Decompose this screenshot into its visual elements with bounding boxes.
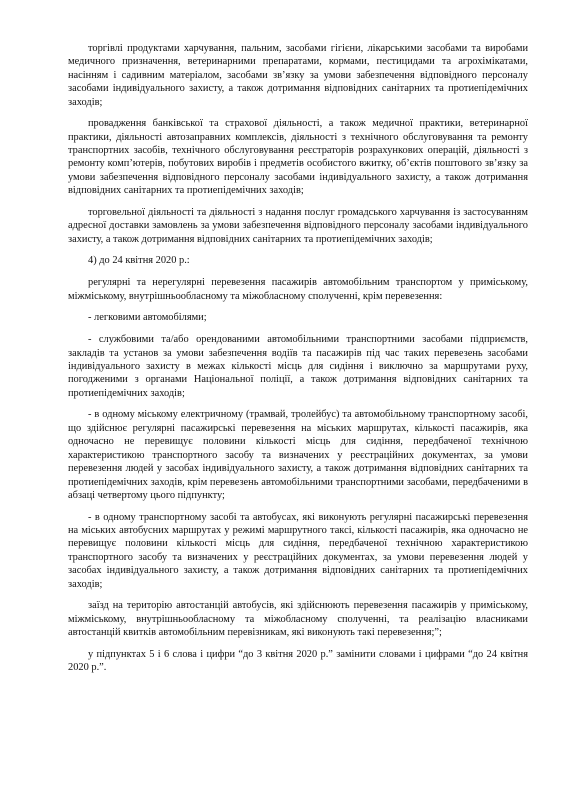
- paragraph-trade-food: торгівлі продуктами харчування, пальним, засобами гігієни, лікарськими засобами та виробами медичного призначення, ветеринарними препаратами, кормами, пестицидами та агрохімікатами, насінням і садивним матеріалом, засобами зв’язку за умови забезпечення відповідного персоналу засобами індивідуального захисту, а також дотримання відповідних санітарних та протиепідемічних заходів;: [68, 43, 528, 108]
- list-item-service-vehicles: - службовими та/або орендованими автомобільними транспортними засобами підприємств, закладів та установ за умови забезпечення водіїв та пасажирів під час таких перевезень засобами індивідуального захисту в межах кількості місць для сидіння і виключно за маршрутами руху, погодженими з органами Національної поліції, а також дотримання відповідних санітарних та протиепідемічних заходів;: [68, 334, 528, 399]
- paragraph-subitem-4-heading: 4) до 24 квітня 2020 р.:: [88, 255, 190, 267]
- paragraph-passenger-transport: регулярні та нерегулярні перевезення пасажирів автомобільним транспортом у приміському, міжміському, внутрішньообласному та міжобласному сполученні, крім перевезення:: [68, 277, 528, 302]
- paragraph-delivery-trade: торговельної діяльності та діяльності з надання послуг громадського харчування із застосуванням адресної доставки замовлень за умови забезпечення відповідного персоналу засобами індивідуального захисту, а також дотримання відповідних санітарних та протиепідемічних заходів;: [68, 206, 528, 245]
- document-body: [68, 42, 528, 683]
- list-item-urban-electric-transport: - в одному міському електричному (трамвай, тролейбус) та автомобільному транспортному засобі, що здійснює регулярні пасажирські перевезення на міських маршрутах, кількості пасажирів, яка одночасно не перевищує половини кількості місць для сидіння, передбаченої технічною характеристикою транспортного засобу та визначених у реєстраційних документах, за умови перевезення людей у засобах індивідуального захисту, а також дотримання відповідних санітарних та протиепідемічних заходів, крім перевезень автомобільними транспортними засобами, передбаченими в абзаці четвертому цього підпункту;: [68, 409, 528, 501]
- list-item-minibus-taxi: - в одному транспортному засобі та автобусах, які виконують регулярні пасажирські перевезення на міських автобусних маршрутах у режимі маршрутного таксі, кількості пасажирів, яка одночасно не перевищує половини кількості місць для сидіння, передбаченої технічною характеристикою транспортного засобу та визначених у реєстраційних документах, за умови перевезення людей у засобах індивідуального захисту, а також дотримання відповідних санітарних та протиепідемічних заходів;: [68, 511, 528, 590]
- list-item-passenger-cars: - легковими автомобілями;: [88, 312, 207, 324]
- paragraph-date-amendment: у підпунктах 5 і 6 слова і цифри “до 3 квітня 2020 р.” замінити словами і цифрами “до 24 квітня 2020 р.”.: [68, 648, 528, 673]
- paragraph-bus-station-entry: заїзд на територію автостанцій автобусів, які здійснюють перевезення пасажирів у приміському, міжміському, внутрішньообласному та міжобласному сполученні, та реалізацію власниками автостанцій квитків автомобільним перевізникам, які виконують такі перевезення;”;: [68, 600, 528, 638]
- paragraph-banking-activity: провадження банківської та страхової діяльності, а також медичної практики, ветеринарної практики, діяльності автозаправних комплексів, діяльності з технічного обслуговування та ремонту транспортних засобів, технічного обслуговування реєстраторів розрахункових операцій, діяльності з ремонту комп’ютерів, побутових виробів і предметів особистого вжитку, об’єктів поштового зв’язку за умови забезпечення відповідного персоналу засобами індивідуального захисту, а також дотримання відповідних санітарних та протиепідемічних заходів;: [68, 118, 528, 197]
